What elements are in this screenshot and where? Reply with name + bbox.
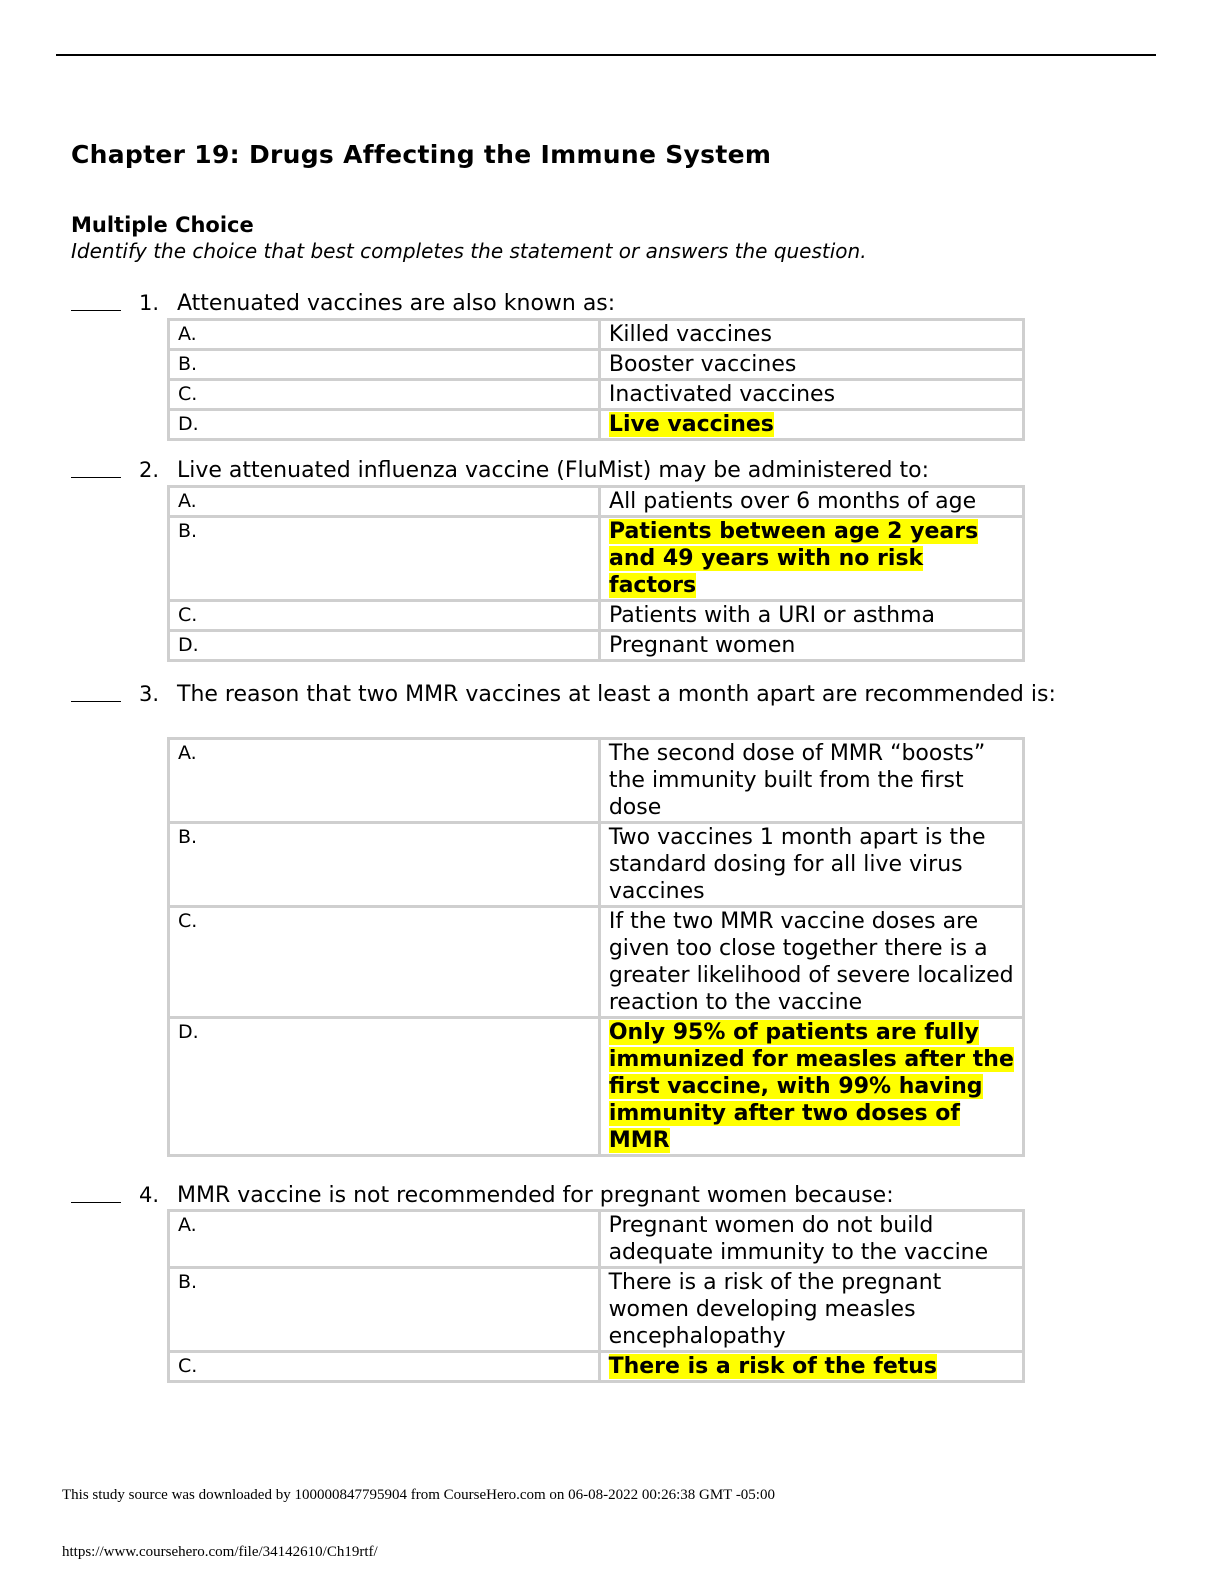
section-heading: Multiple Choice [71,213,254,237]
choice-row [169,1352,1024,1382]
choice-letter: A. [169,320,600,350]
choice-letter: D. [169,1018,600,1156]
choice-text [600,487,1024,517]
choice-text [599,410,1023,440]
choice-text-span: The second dose of MMR “boosts” the immunity built from the first dose [608,741,986,820]
choice-text [600,517,1024,601]
choice-text-span: Killed vaccines [608,322,772,347]
choice-text-span: All patients over 6 months of age [609,489,977,514]
highlighted-answer: Patients between age 2 years and 49 years with no risk factors [609,519,979,598]
choice-text-span: Two vaccines 1 month apart is the standard dosing for all live virus vaccines [608,825,986,904]
choice-row [169,350,1024,380]
choice-text [599,907,1023,1018]
choice-text-span: If the two MMR vaccine doses are given too close together there is a greater likelihood of severe localized reaction to the vaccine [608,909,1014,1015]
choice-letter: B. [169,823,600,907]
choice-row [169,410,1024,440]
question-number: 2. [139,458,160,482]
choice-text [599,1352,1023,1382]
choice-text [599,1268,1023,1352]
choices-table [167,737,1025,1157]
highlighted-answer: Only 95% of patients are fully immunized for measles after the first vaccine, with 99% having immunity after two doses of MMR [608,1020,1014,1153]
choice-row [169,1268,1024,1352]
answer-blank [71,701,121,702]
highlighted-answer: Live vaccines [608,412,774,437]
question-1 [71,290,1071,437]
choice-text [599,1018,1023,1156]
choice-row [169,823,1024,907]
choice-text-span: Booster vaccines [608,352,797,377]
choice-letter: B. [169,517,600,601]
choice-row [169,380,1024,410]
choice-text [600,601,1024,631]
choice-row [169,487,1024,517]
question-number: 4. [139,1183,160,1207]
choice-letter: C. [169,1352,600,1382]
choice-letter: A. [169,1211,600,1268]
choice-text-span: There is a risk of the pregnant women developing measles encephalopathy [608,1270,942,1349]
choice-letter: B. [169,1268,600,1352]
header-rule [56,54,1156,56]
choice-letter: B. [169,350,600,380]
choice-text [599,320,1023,350]
answer-blank [71,310,121,311]
choice-letter: C. [169,907,600,1018]
question-number: 3. [139,682,160,706]
question-3 [71,681,1071,1153]
download-notice: This study source was downloaded by 100000847795904 from CourseHero.com on 06-08-2022 00:26:38 GMT -05:00 [62,1487,775,1503]
choice-row [169,601,1024,631]
choice-text-span: Pregnant women [609,633,796,658]
question-text: MMR vaccine is not recommended for pregnant women because: [177,1183,894,1208]
question-4 [71,1182,1071,1379]
choice-row [169,517,1024,601]
choices-table [167,485,1025,662]
choice-letter: D. [169,410,600,440]
choice-text [600,631,1024,661]
choice-letter: A. [169,739,600,823]
choice-row [169,320,1024,350]
highlighted-answer: There is a risk of the fetus [608,1354,938,1379]
choice-text [599,1211,1023,1268]
section-instructions: Identify the choice that best completes the statement or answers the question. [71,239,867,263]
choices-table [167,1209,1025,1383]
choice-row [169,907,1024,1018]
question-text: The reason that two MMR vaccines at least a month apart are recommended is: [177,682,1056,707]
choice-letter: A. [169,487,600,517]
choice-letter: D. [169,631,600,661]
question-2 [71,457,1071,658]
answer-blank [71,477,121,478]
question-number: 1. [139,291,160,315]
choice-row [169,1018,1024,1156]
answer-blank [71,1202,121,1203]
choice-letter: C. [169,601,600,631]
choice-text [599,350,1023,380]
question-text: Attenuated vaccines are also known as: [177,291,616,316]
chapter-title: Chapter 19: Drugs Affecting the Immune System [71,140,772,169]
choice-letter: C. [169,380,600,410]
choice-text [599,380,1023,410]
choice-text-span: Inactivated vaccines [608,382,836,407]
choice-text-span: Patients with a URI or asthma [609,603,936,628]
choice-text-span: Pregnant women do not build adequate immunity to the vaccine [608,1213,989,1265]
choice-row [169,1211,1024,1268]
choice-text [599,739,1023,823]
choice-row [169,631,1024,661]
choice-row [169,739,1024,823]
choices-table [167,318,1025,441]
question-text: Live attenuated influenza vaccine (FluMist) may be administered to: [177,458,929,483]
choice-text [599,823,1023,907]
source-url-link[interactable]: https://www.coursehero.com/file/34142610/Ch19rtf/ [62,1544,378,1560]
